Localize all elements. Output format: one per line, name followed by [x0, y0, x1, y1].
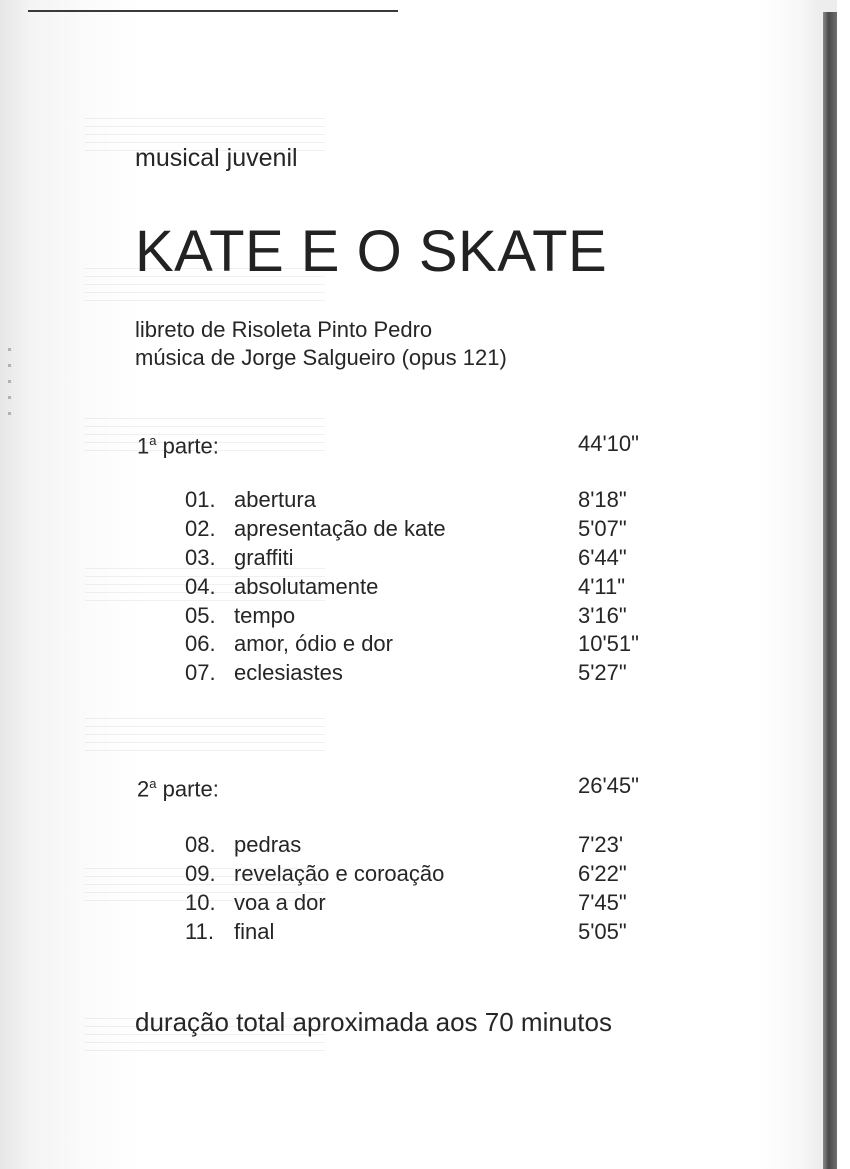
track-name: revelação e coroação — [234, 861, 445, 886]
list-item — [0, 832, 850, 861]
track-duration: 5'27" — [578, 660, 627, 685]
track-name: eclesiastes — [234, 660, 343, 685]
part2-number: 2 — [137, 776, 150, 802]
track-number: 09. — [185, 861, 216, 886]
page-title: KATE E O SKATE — [135, 219, 608, 284]
track-number: 01. — [185, 487, 216, 512]
part2-label — [137, 776, 219, 802]
list-item — [0, 545, 850, 574]
track-name: abertura — [234, 487, 316, 512]
track-name: absolutamente — [234, 574, 379, 599]
track-name: graffiti — [234, 545, 294, 570]
track-duration: 8'18" — [578, 487, 627, 512]
track-name: final — [234, 919, 275, 944]
part1-duration: 44'10" — [578, 431, 639, 456]
track-duration: 10'51" — [578, 631, 639, 656]
total-duration: duração total aproximada aos 70 minutos — [135, 1007, 612, 1037]
list-item — [0, 516, 850, 545]
list-item — [0, 660, 850, 689]
list-item — [0, 919, 850, 948]
track-number: 06. — [185, 631, 216, 656]
track-duration: 6'22" — [578, 861, 627, 886]
part1-suffix: parte: — [156, 433, 219, 459]
track-number: 04. — [185, 574, 216, 599]
track-duration: 3'16" — [578, 603, 627, 628]
track-number: 10. — [185, 890, 216, 915]
list-item — [0, 574, 850, 603]
libretto-credit: libreto de Risoleta Pinto Pedro — [135, 317, 433, 342]
part1-ordinal: a — [149, 433, 157, 448]
part2-suffix: parte: — [156, 776, 219, 802]
part2-duration: 26'45" — [578, 773, 639, 798]
binding-marks — [8, 348, 11, 418]
part1-number: 1 — [137, 433, 150, 459]
track-duration: 7'45" — [578, 890, 627, 915]
track-number: 02. — [185, 516, 216, 541]
list-item — [0, 631, 850, 660]
track-duration: 5'05" — [578, 919, 627, 944]
subtitle: musical juvenil — [135, 144, 298, 172]
track-duration: 5'07" — [578, 516, 627, 541]
list-item — [0, 890, 850, 919]
track-name: voa a dor — [234, 890, 326, 915]
list-item — [0, 603, 850, 632]
track-name: amor, ódio e dor — [234, 631, 393, 656]
track-duration: 4'11" — [578, 574, 626, 599]
music-credit: música de Jorge Salgueiro (opus 121) — [135, 345, 507, 370]
track-number: 08. — [185, 832, 216, 857]
track-duration: 7'23' — [578, 832, 624, 857]
list-item — [0, 487, 850, 516]
list-item — [0, 861, 850, 890]
part1-label — [137, 433, 219, 459]
track-name: tempo — [234, 603, 296, 628]
top-edge-line — [28, 10, 398, 12]
part2-ordinal: a — [149, 776, 157, 791]
track-number: 07. — [185, 660, 216, 685]
track-number: 05. — [185, 603, 216, 628]
track-duration: 6'44" — [578, 545, 627, 570]
track-name: apresentação de kate — [234, 516, 446, 541]
track-number: 11. — [185, 919, 214, 944]
track-name: pedras — [234, 832, 302, 857]
track-number: 03. — [185, 545, 216, 570]
